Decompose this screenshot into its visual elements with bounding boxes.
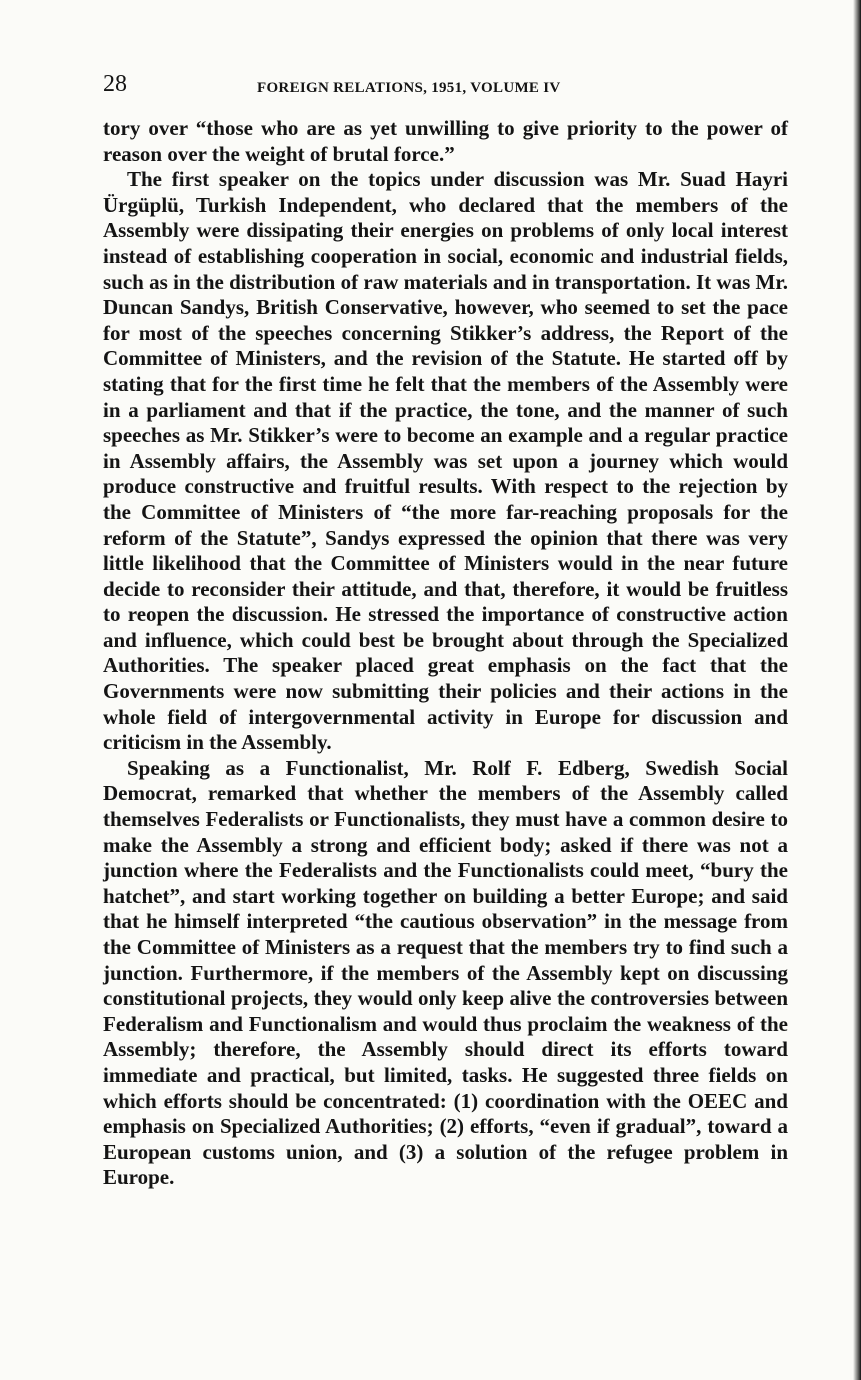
- paragraph-urguplu-sandys: The first speaker on the topics under discussion was Mr. Suad Hayri Ürgüplü, Turkish Independent, who declared that the members of the Assembly were dissipating their energies on problems of only local interest instead of establishing cooperation in social, economic and industrial fields, such as in the distribution of raw materials and in transportation. It was Mr. Duncan Sandys, British Conservative, however, who seemed to set the pace for most of the speeches concerning Stikker’s address, the Report of the Committee of Ministers, and the revision of the Statute. He started off by stating that for the first time he felt that the members of the Assembly were in a parliament and that if the practice, the tone, and the manner of such speeches as Mr. Stikker’s were to become an example and a regular practice in Assembly affairs, the Assembly was set upon a journey which would produce constructive and fruitful results. With respect to the rejection by the Committee of Ministers of “the more far-reaching proposals for the reform of the Statute”, Sandys expressed the opinion that there was very little likelihood that the Committee of Ministers would in the near future decide to reconsider their attitude, and that, therefore, it would be fruitless to reopen the discussion. He stressed the importance of constructive action and influence, which could best be brought about through the Specialized Authorities. The speaker placed great emphasis on the fact that the Governments were now submitting their policies and their actions in the whole field of intergovernmental activity in Europe for discussion and criticism in the Assembly.: [103, 167, 788, 755]
- page-number: 28: [103, 71, 127, 97]
- paragraph-edberg: Speaking as a Functionalist, Mr. Rolf F. Edberg, Swedish Social Democrat, remarked that whether the members of the Assembly called themselves Federalists or Functionalists, they must have a common desire to make the Assembly a strong and efficient body; asked if there was not a junction where the Federalists and the Functionalists could meet, “bury the hatchet”, and start working together on building a better Europe; and said that he himself interpreted “the cautious observation” in the message from the Committee of Ministers as a request that the members try to find such a junction. Furthermore, if the members of the Assembly kept on discussing constitutional projects, they would only keep alive the controversies between Federalism and Functionalism and would thus proclaim the weakness of the Assembly; therefore, the Assembly should direct its efforts toward immediate and practical, but limited, tasks. He suggested three fields on which efforts should be concentrated: (1) coordination with the OEEC and emphasis on Specialized Authorities; (2) efforts, “even if gradual”, toward a European customs union, and (3) a solution of the refugee problem in Europe.: [103, 755, 788, 1190]
- body-text: [103, 116, 788, 1191]
- page-edge-shadow: [853, 0, 861, 1380]
- paragraph-continuation: tory over “those who are as yet unwilling to give priority to the power of reason over the weight of brutal force.”: [103, 116, 788, 166]
- running-head: FOREIGN RELATIONS, 1951, VOLUME IV: [257, 80, 561, 96]
- page-header: [103, 70, 788, 106]
